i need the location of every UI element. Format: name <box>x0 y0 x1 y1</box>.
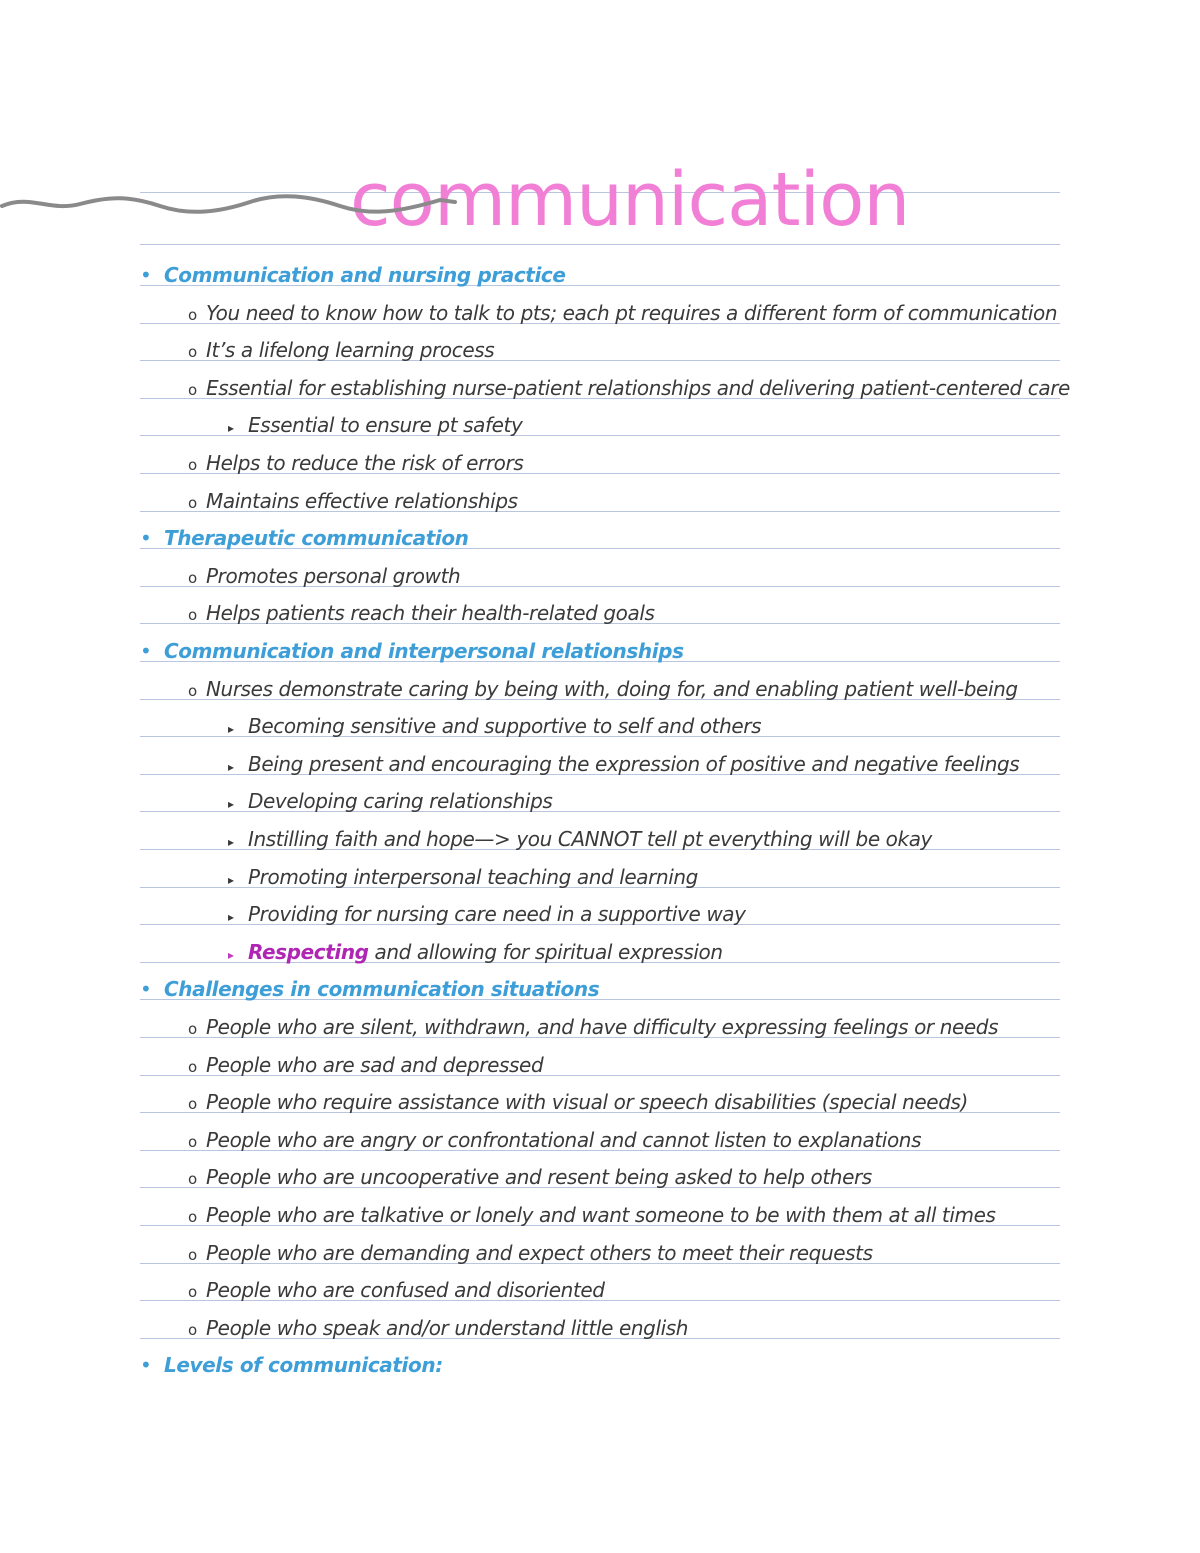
bullet-icon: o <box>188 1058 197 1076</box>
outline-item-level-2 <box>188 1200 996 1230</box>
outline-item-text: Promotes personal growth <box>206 564 461 588</box>
outline-item-text: People who speak and/or understand little english <box>206 1316 689 1340</box>
outline-item-text: Instilling faith and hope—> you CANNOT tell pt everything will be okay <box>248 827 932 851</box>
bullet-icon: o <box>188 1321 197 1339</box>
outline-item-level-2 <box>188 448 523 478</box>
bullet-icon: o <box>188 1133 197 1151</box>
bullet-icon: • <box>140 526 152 550</box>
bullet-icon: o <box>188 1246 197 1264</box>
outline-item-text: Becoming sensitive and supportive to self and others <box>248 714 762 738</box>
outline-item-text: People who require assistance with visual or speech disabilities (special needs) <box>206 1090 968 1114</box>
page-title: communication <box>350 157 910 243</box>
outline-item-level-2 <box>188 1050 543 1080</box>
outline-item-text: People who are confused and disoriented <box>206 1278 605 1302</box>
outline-item-text: Essential to ensure pt safety <box>248 413 523 437</box>
outline-item-text: People who are uncooperative and resent being asked to help others <box>206 1165 872 1189</box>
bullet-icon: o <box>188 343 197 361</box>
bullet-icon: o <box>188 1020 197 1038</box>
bullet-icon: o <box>188 1170 197 1188</box>
outline-item-level-2 <box>188 335 494 365</box>
bullet-icon: ▸ <box>228 421 234 435</box>
outline-item-text: Helps to reduce the risk of errors <box>206 451 524 475</box>
outline-item-level-3 <box>228 749 1019 779</box>
outline-item-level-2 <box>188 486 518 516</box>
outline-item-level-2 <box>188 1275 605 1305</box>
outline-item-level-2 <box>188 561 460 591</box>
outline-item-level-1 <box>140 1350 443 1380</box>
outline-item-level-2 <box>188 1012 998 1042</box>
outline-item-text: Essential for establishing nurse-patient relationships and delivering patient-centered care <box>206 376 1070 400</box>
outline-item-text: People who are silent, withdrawn, and have difficulty expressing feelings or needs <box>206 1015 999 1039</box>
emphasized-text: Respecting <box>248 940 369 964</box>
outline-item-level-1 <box>140 974 599 1004</box>
outline-item-level-2 <box>188 1087 968 1117</box>
outline-item-level-2 <box>188 1125 921 1155</box>
outline-item-level-1 <box>140 523 469 553</box>
bullet-icon: • <box>140 977 152 1001</box>
bullet-icon: o <box>188 1208 197 1226</box>
outline-item-text: It’s a lifelong learning process <box>206 338 495 362</box>
outline-item-text: Communication and nursing practice <box>164 263 566 287</box>
bullet-icon: o <box>188 569 197 587</box>
outline-item-level-3 <box>228 862 698 892</box>
bullet-icon: ▸ <box>228 760 234 774</box>
bullet-icon: • <box>140 1353 152 1377</box>
bullet-icon: ▸ <box>228 948 234 962</box>
bullet-icon: o <box>188 1283 197 1301</box>
bullet-icon: • <box>140 263 152 287</box>
outline-item-level-2 <box>188 298 1057 328</box>
outline-item-text: People who are talkative or lonely and want someone to be with them at all times <box>206 1203 996 1227</box>
outline-item-level-3 <box>228 899 746 929</box>
outline-item-level-1 <box>140 260 566 290</box>
outline-item-level-2 <box>188 1238 873 1268</box>
outline-item-text: Nurses demonstrate caring by being with, doing for, and enabling patient well-being <box>206 677 1018 701</box>
bullet-icon: ▸ <box>228 835 234 849</box>
outline-item-level-1 <box>140 636 684 666</box>
outline-item-level-3 <box>228 410 522 440</box>
outline-item-text: Promoting interpersonal teaching and learning <box>248 865 698 889</box>
title-underline-flourish <box>0 182 460 222</box>
outline-item-text: People who are demanding and expect others to meet their requests <box>206 1241 873 1265</box>
bullet-icon: ▸ <box>228 910 234 924</box>
outline-item-text: People who are angry or confrontational and cannot listen to explanations <box>206 1128 922 1152</box>
outline-item-text: People who are sad and depressed <box>206 1053 544 1077</box>
outline-item-text: Being present and encouraging the expression of positive and negative feelings <box>248 752 1020 776</box>
outline-item-text: Providing for nursing care need in a supportive way <box>248 902 746 926</box>
outline-item-text: Communication and interpersonal relationships <box>164 639 684 663</box>
outline-item-text: Challenges in communication situations <box>164 977 600 1001</box>
outline-item-level-2 <box>188 1313 688 1343</box>
outline-item-text: Helps patients reach their health-related goals <box>206 601 655 625</box>
outline-item-text: Developing caring relationships <box>248 789 553 813</box>
bullet-icon: ▸ <box>228 722 234 736</box>
outline-item-text: You need to know how to talk to pts; each pt requires a different form of communication <box>206 301 1058 325</box>
bullet-icon: o <box>188 381 197 399</box>
outline-item-text: Maintains effective relationships <box>206 489 518 513</box>
bullet-icon: o <box>188 456 197 474</box>
outline-item-text: Therapeutic communication <box>164 526 469 550</box>
bullet-icon: • <box>140 639 152 663</box>
outline-item-text: Levels of communication: <box>164 1353 443 1377</box>
outline-item-level-2 <box>188 674 1018 704</box>
bullet-icon: o <box>188 494 197 512</box>
bullet-icon: o <box>188 682 197 700</box>
bullet-icon: o <box>188 306 197 324</box>
outline-item-text: and allowing for spiritual expression <box>368 940 723 964</box>
bullet-icon: ▸ <box>228 797 234 811</box>
outline-item-level-3 <box>228 937 723 967</box>
outline-item-level-3 <box>228 711 761 741</box>
outline-item-level-2 <box>188 373 1070 403</box>
bullet-icon: o <box>188 1095 197 1113</box>
bullet-icon: ▸ <box>228 873 234 887</box>
outline-item-level-3 <box>228 786 552 816</box>
outline-item-level-3 <box>228 824 932 854</box>
bullet-icon: o <box>188 606 197 624</box>
outline-item-level-2 <box>188 598 655 628</box>
outline-item-level-2 <box>188 1162 872 1192</box>
